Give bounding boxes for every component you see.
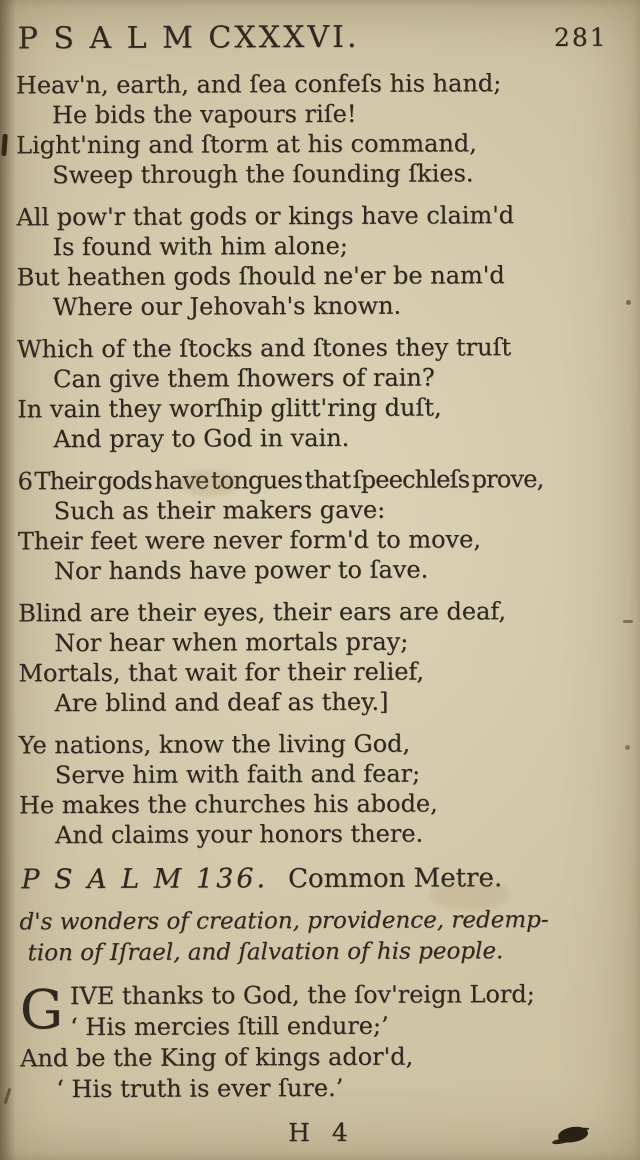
- verse-line: Where our Jehovah's known.: [52, 291, 402, 322]
- verse-line: He makes the churches his abode,: [18, 789, 438, 820]
- verse-line: And claims your honors there.: [55, 819, 424, 850]
- psalm-title: P S A L M CXXXVI.: [17, 19, 360, 57]
- dropcap-letter: G: [19, 978, 64, 1042]
- verse-line: ‘ His truth is ever ſure.’: [56, 1073, 344, 1104]
- psalm-136-heading: [21, 862, 621, 896]
- verse-line: Nor hands have power to ſave.: [53, 555, 429, 586]
- verse-line: Are blind and deaf as they.]: [54, 687, 389, 718]
- stanza-6: [19, 728, 622, 851]
- verse-line: Such as their makers gave:: [53, 495, 386, 526]
- verse-line: All pow'r that gods or kings have claim'd: [16, 201, 515, 232]
- verse-line: ‘ His mercies ſtill endure;’: [70, 1011, 389, 1042]
- psalm-136-summary: [19, 905, 621, 970]
- verse-line: IVE thanks to God, the ſov'reign Lord;: [69, 980, 535, 1011]
- verse-line: Which of the ſtocks and ſtones they truſt: [16, 333, 512, 364]
- page-number: 281: [553, 22, 608, 52]
- stanza-2: [16, 200, 619, 323]
- stanza-5: [18, 596, 621, 719]
- verse-line: Light'ning and ſtorm at his command,: [16, 129, 477, 160]
- signature-mark: H 4: [288, 1117, 355, 1148]
- stanza-3: [17, 332, 620, 455]
- page-header: [18, 19, 608, 57]
- summary-line: d's wonders of creation, providence, redemp-: [19, 907, 549, 936]
- verse-line: Sweep through the ſounding ſkies.: [52, 159, 474, 190]
- stanza-1: [16, 68, 619, 191]
- verse-line: Is found with him alone;: [52, 231, 348, 262]
- verse-line: And pray to God in vain.: [53, 423, 350, 454]
- verse-line: Their feet were never form'd to move,: [17, 525, 481, 556]
- verse-line: Mortals, that wait for their relief,: [18, 657, 425, 688]
- psalm-136-title: P S A L M 136.: [21, 863, 269, 896]
- hymn-psalm-136: [20, 979, 623, 1106]
- verse-line: Ye nations, know the living God,: [18, 729, 411, 760]
- verse-line: 6 Their gods have tongues that ſpeechleſs prove,: [17, 465, 544, 496]
- verse-line: And be the King of kings ador'd,: [20, 1042, 414, 1073]
- psalm-136-metre: Common Metre.: [288, 863, 503, 895]
- summary-line: tion of Iſrael, and ſalvation of his people.: [27, 938, 504, 967]
- verse-line: Heav'n, earth, and ſea confeſs his hand;: [15, 69, 502, 100]
- verse-line: In vain they worſhip glitt'ring duſt,: [17, 393, 442, 424]
- stanza-4: [18, 464, 621, 587]
- verse-line: Can give them ſhowers of rain?: [53, 363, 435, 394]
- verse-line: Blind are their eyes, their ears are deaf,: [18, 597, 507, 628]
- verse-line: He bids the vapours riſe!: [51, 99, 357, 130]
- verse-line: Serve him with faith and fear;: [54, 759, 421, 790]
- verse-line: But heathen gods ſhould ne'er be nam'd: [16, 261, 505, 292]
- verse-line: Nor hear when mortals pray;: [54, 627, 409, 658]
